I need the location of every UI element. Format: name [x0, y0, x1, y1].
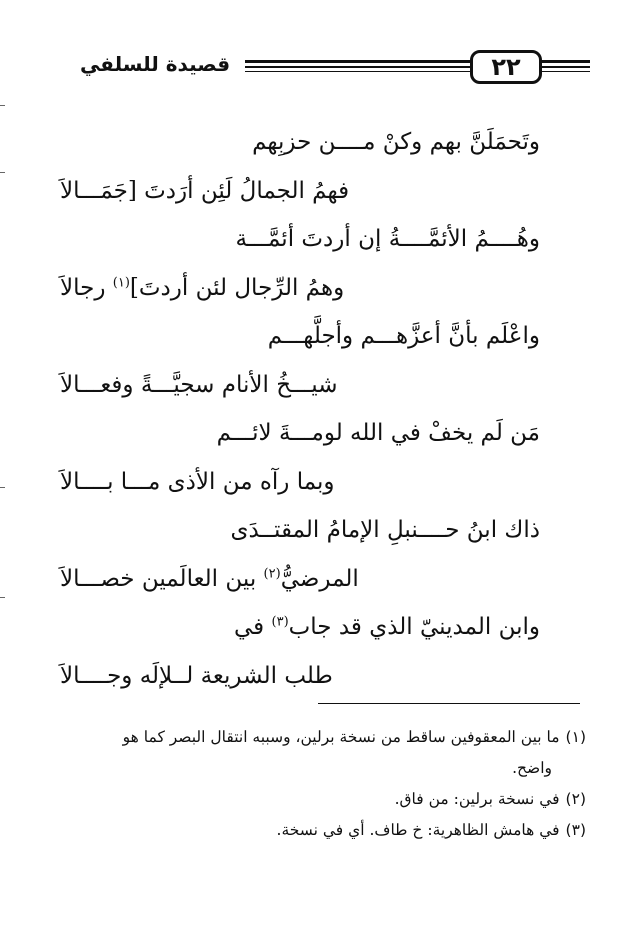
margin-mark	[0, 597, 5, 598]
margin-mark	[0, 105, 5, 106]
running-title: قصيدة للسلفي	[79, 52, 231, 76]
verse-second-hemistich: فهمُ الجمالُ لَئِن أرَدتَ [جَمَـــالاَ	[60, 177, 350, 204]
footnote-separator	[318, 703, 580, 704]
footnote-text: في نسخة برلين: من فاق.	[394, 790, 560, 808]
footnote	[58, 815, 586, 846]
footnote-text: في هامش الظاهرية: خ طاف. أي في نسخة.	[276, 821, 560, 839]
footnote	[58, 722, 586, 784]
verse-second-hemistich: طلب الشريعة لــلإلَه وجــــالاَ	[60, 662, 333, 689]
footnote-ref: (٣)	[271, 614, 289, 630]
verse-first-hemistich: وتَحمَلَنَّ بهم وكنْ مــــن حزبِهم	[252, 129, 540, 155]
footnote-continuation: واضح.	[512, 759, 552, 777]
margin-mark	[0, 172, 5, 173]
verse-first-hemistich: ذاك ابنُ حــــنبلِ الإمامُ المقتــدَى	[230, 517, 540, 543]
footnote	[58, 784, 586, 815]
verse-second-hemistich: وهمُ الرِّجال لئن أردتَ]$^{(١)}$ رجالاَ	[60, 274, 345, 301]
verse-first-hemistich: مَن لَم يخفْ في الله لومـــةَ لائـــم	[216, 420, 540, 446]
footnote-ref: (٢)	[263, 565, 281, 581]
page-number: ٢٢	[470, 50, 542, 84]
footnote-marker: (٣)	[565, 821, 586, 839]
footnote-text: ما بين المعقوفين ساقط من نسخة برلين، وسببه انتقال البصر كما هو	[122, 728, 560, 746]
verse-second-hemistich: وبما رآه من الأذى مـــا بــــالاَ	[60, 468, 335, 495]
verse-first-hemistich: وابن المدينيّ الذي قد جاب$^{(٣)}$ في	[234, 614, 540, 640]
footnote-marker: (١)	[565, 728, 586, 746]
verse-second-hemistich: المرضيُّ$^{(٢)}$ بين العالَمين خصـــالاَ	[60, 565, 359, 592]
page-header	[70, 48, 590, 90]
verse-first-hemistich: وهُــــمُ الأئمَّــــةُ إن أردتَ أئمَّـــة	[235, 226, 540, 252]
footnotes	[58, 722, 586, 846]
footnote-ref: (١)	[112, 274, 130, 290]
footnote-marker: (٢)	[565, 790, 586, 808]
poem	[60, 118, 540, 700]
verse-second-hemistich: شيـــخُ الأنام سجيَّـــةً وفعـــالاَ	[60, 371, 338, 398]
margin-mark	[0, 487, 5, 488]
verse-first-hemistich: واعْلَم بأنَّ أعزَّهـــم وأجلَّهـــم	[267, 323, 540, 349]
